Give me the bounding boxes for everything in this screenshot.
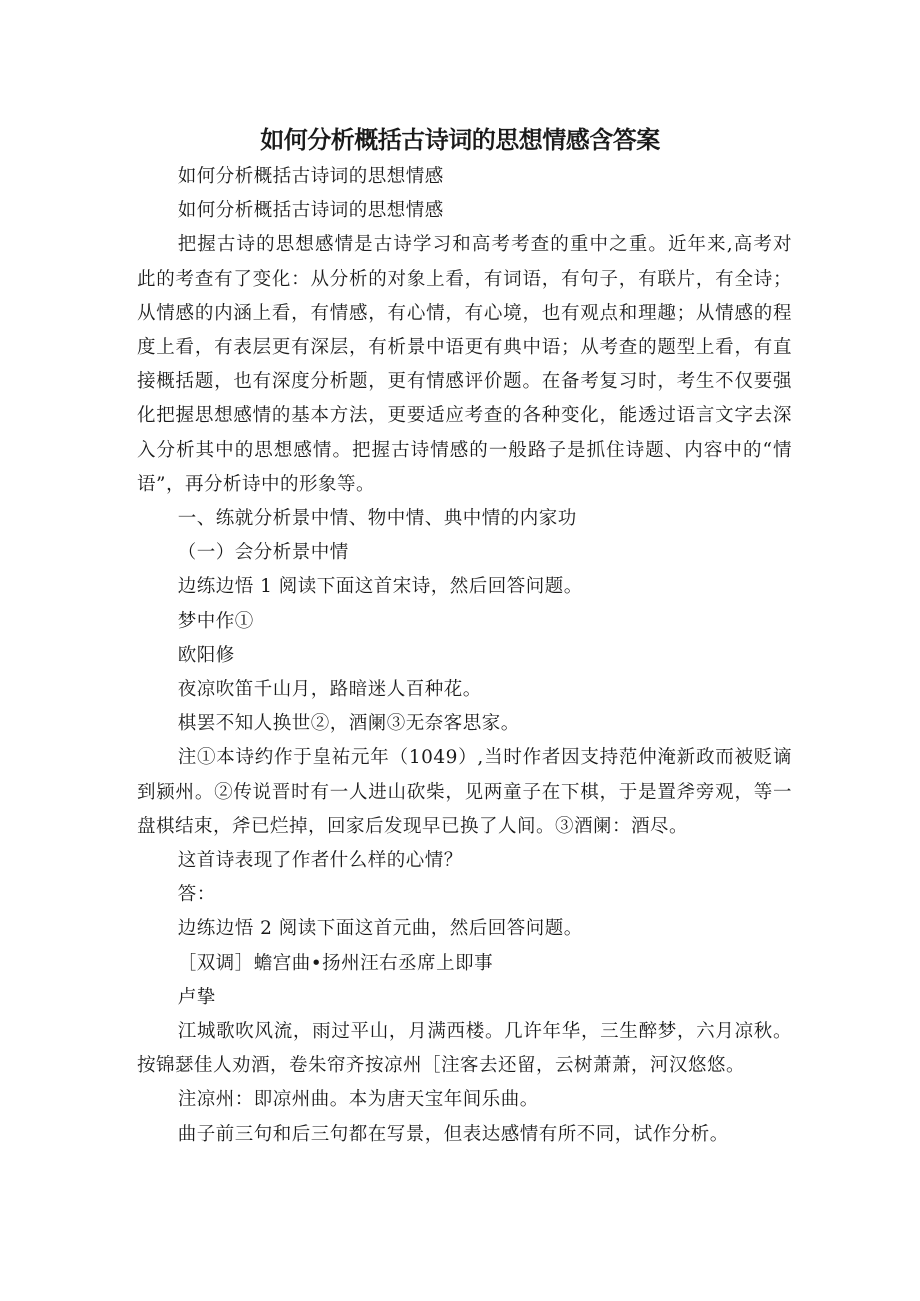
poem-notes: 注①本诗约作于皇祐元年（1049）,当时作者因支持范仲淹新政而被贬谪到颍州。②传说晋时有一人进山砍柴，见两童子在下棋，于是置斧旁观，等一盘棋结束，斧已烂掉，回家后发现早已换了人间。③酒阑：酒尽。 xyxy=(137,747,792,837)
subtitle-line: 如何分析概括古诗词的思想情感 xyxy=(177,200,444,222)
poem-line: 棋罢不知人换世②，酒阑③无奈客思家。 xyxy=(177,713,520,735)
document-title: 如何分析概括古诗词的思想情感含答案 xyxy=(260,126,660,154)
poem-author: 卢挚 xyxy=(177,986,216,1008)
subsection-heading: （一）会分析景中情 xyxy=(177,542,349,564)
question-text: 这首诗表现了作者什么样的心情？ xyxy=(177,850,463,872)
answer-label: 答： xyxy=(177,884,216,906)
poem-author: 欧阳修 xyxy=(177,644,235,666)
exercise-prompt: 边练边悟 2 阅读下面这首元曲，然后回答问题。 xyxy=(177,918,583,940)
poem-notes: 注凉州：即凉州曲。本为唐天宝年间乐曲。 xyxy=(177,1089,539,1111)
poem-title: 梦中作① xyxy=(177,610,254,632)
question-text: 曲子前三句和后三句都在写景，但表达感情有所不同，试作分析。 xyxy=(177,1123,729,1145)
exercise-prompt: 边练边悟 1 阅读下面这首宋诗，然后回答问题。 xyxy=(177,576,583,598)
poem-text: 江城歌吹风流，雨过平山，月满西楼。几许年华，三生醉梦，六月凉秋。按锦瑟佳人劝酒，卷朱帘齐按凉州［注客去还留，云树萧萧，河汉悠悠。 xyxy=(137,1021,792,1077)
poem-line: 夜凉吹笛千山月，路暗迷人百种花。 xyxy=(177,679,482,701)
document-body xyxy=(137,160,792,1152)
section-heading: 一、练就分析景中情、物中情、典中情的内家功 xyxy=(177,508,577,530)
poem-title: ［双调］蟾宫曲•扬州汪右丞席上即事 xyxy=(177,952,494,974)
subtitle-line: 如何分析概括古诗词的思想情感 xyxy=(177,166,444,187)
intro-paragraph: 把握古诗的思想感情是古诗学习和高考考查的重中之重。近年来,高考对此的考查有了变化：从分析的对象上看，有词语，有句子，有联片，有全诗；从情感的内涵上看，有情感，有心情，有心境，也有观点和理趣；从情感的程度上看，有表层更有深层，有析景中语更有典中语；从考查的题型上看，有直接概括题，也有深度分析题，更有情感评价题。在备考复习时，考生不仅要强化把握思想感情的基本方法，更要适应考查的各种变化，能透过语言文字去深入分析其中的思想感情。把握古诗情感的一般路子是抓住诗题、内容中的“情语”，再分析诗中的形象等。 xyxy=(137,234,792,495)
